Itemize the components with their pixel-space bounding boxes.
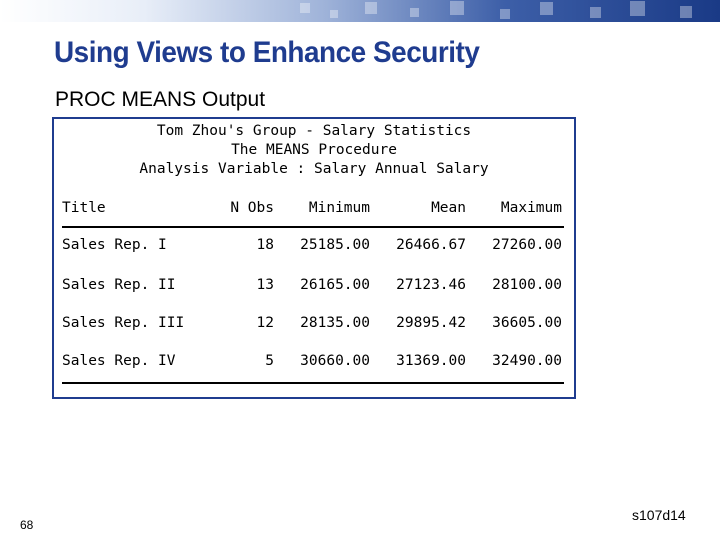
table-cell-minimum: 28135.00 bbox=[300, 315, 370, 331]
output-header-line: The MEANS Procedure bbox=[231, 142, 397, 158]
output-header-line: Analysis Variable : Salary Annual Salary bbox=[139, 161, 489, 177]
table-cell-nobs: 13 bbox=[256, 277, 274, 293]
table-cell-title: Sales Rep. I bbox=[62, 237, 167, 253]
table-cell-nobs: 18 bbox=[256, 237, 274, 253]
slide-code: s107d14 bbox=[632, 507, 686, 523]
table-cell-maximum: 36605.00 bbox=[492, 315, 562, 331]
proc-means-output bbox=[52, 117, 576, 399]
table-cell-minimum: 25185.00 bbox=[300, 237, 370, 253]
page-number: 68 bbox=[20, 518, 34, 532]
table-cell-minimum: 30660.00 bbox=[300, 353, 370, 369]
table-cell-title: Sales Rep. IV bbox=[62, 353, 176, 369]
column-header-mean: Mean bbox=[431, 200, 466, 216]
table-cell-mean: 27123.46 bbox=[396, 277, 466, 293]
column-header-nobs: N Obs bbox=[230, 200, 274, 216]
table-cell-mean: 31369.00 bbox=[396, 353, 466, 369]
table-cell-title: Sales Rep. II bbox=[62, 277, 176, 293]
table-cell-maximum: 32490.00 bbox=[492, 353, 562, 369]
table-rule-top bbox=[62, 226, 564, 228]
header-banner bbox=[0, 0, 720, 22]
table-cell-title: Sales Rep. III bbox=[62, 315, 185, 331]
table-cell-nobs: 5 bbox=[265, 353, 274, 369]
slide-title: Using Views to Enhance Security bbox=[54, 36, 480, 69]
table-cell-maximum: 28100.00 bbox=[492, 277, 562, 293]
table-cell-mean: 26466.67 bbox=[396, 237, 466, 253]
table-cell-maximum: 27260.00 bbox=[492, 237, 562, 253]
table-cell-mean: 29895.42 bbox=[396, 315, 466, 331]
banner-pattern bbox=[0, 0, 720, 22]
slide-subtitle: PROC MEANS Output bbox=[55, 88, 266, 111]
table-cell-minimum: 26165.00 bbox=[300, 277, 370, 293]
column-header-minimum: Minimum bbox=[308, 200, 370, 216]
column-header-title: Title bbox=[62, 200, 106, 216]
column-header-maximum: Maximum bbox=[500, 200, 562, 216]
table-rule-bottom bbox=[62, 382, 564, 384]
output-header-line: Tom Zhou's Group - Salary Statistics bbox=[156, 123, 472, 139]
table-cell-nobs: 12 bbox=[256, 315, 274, 331]
